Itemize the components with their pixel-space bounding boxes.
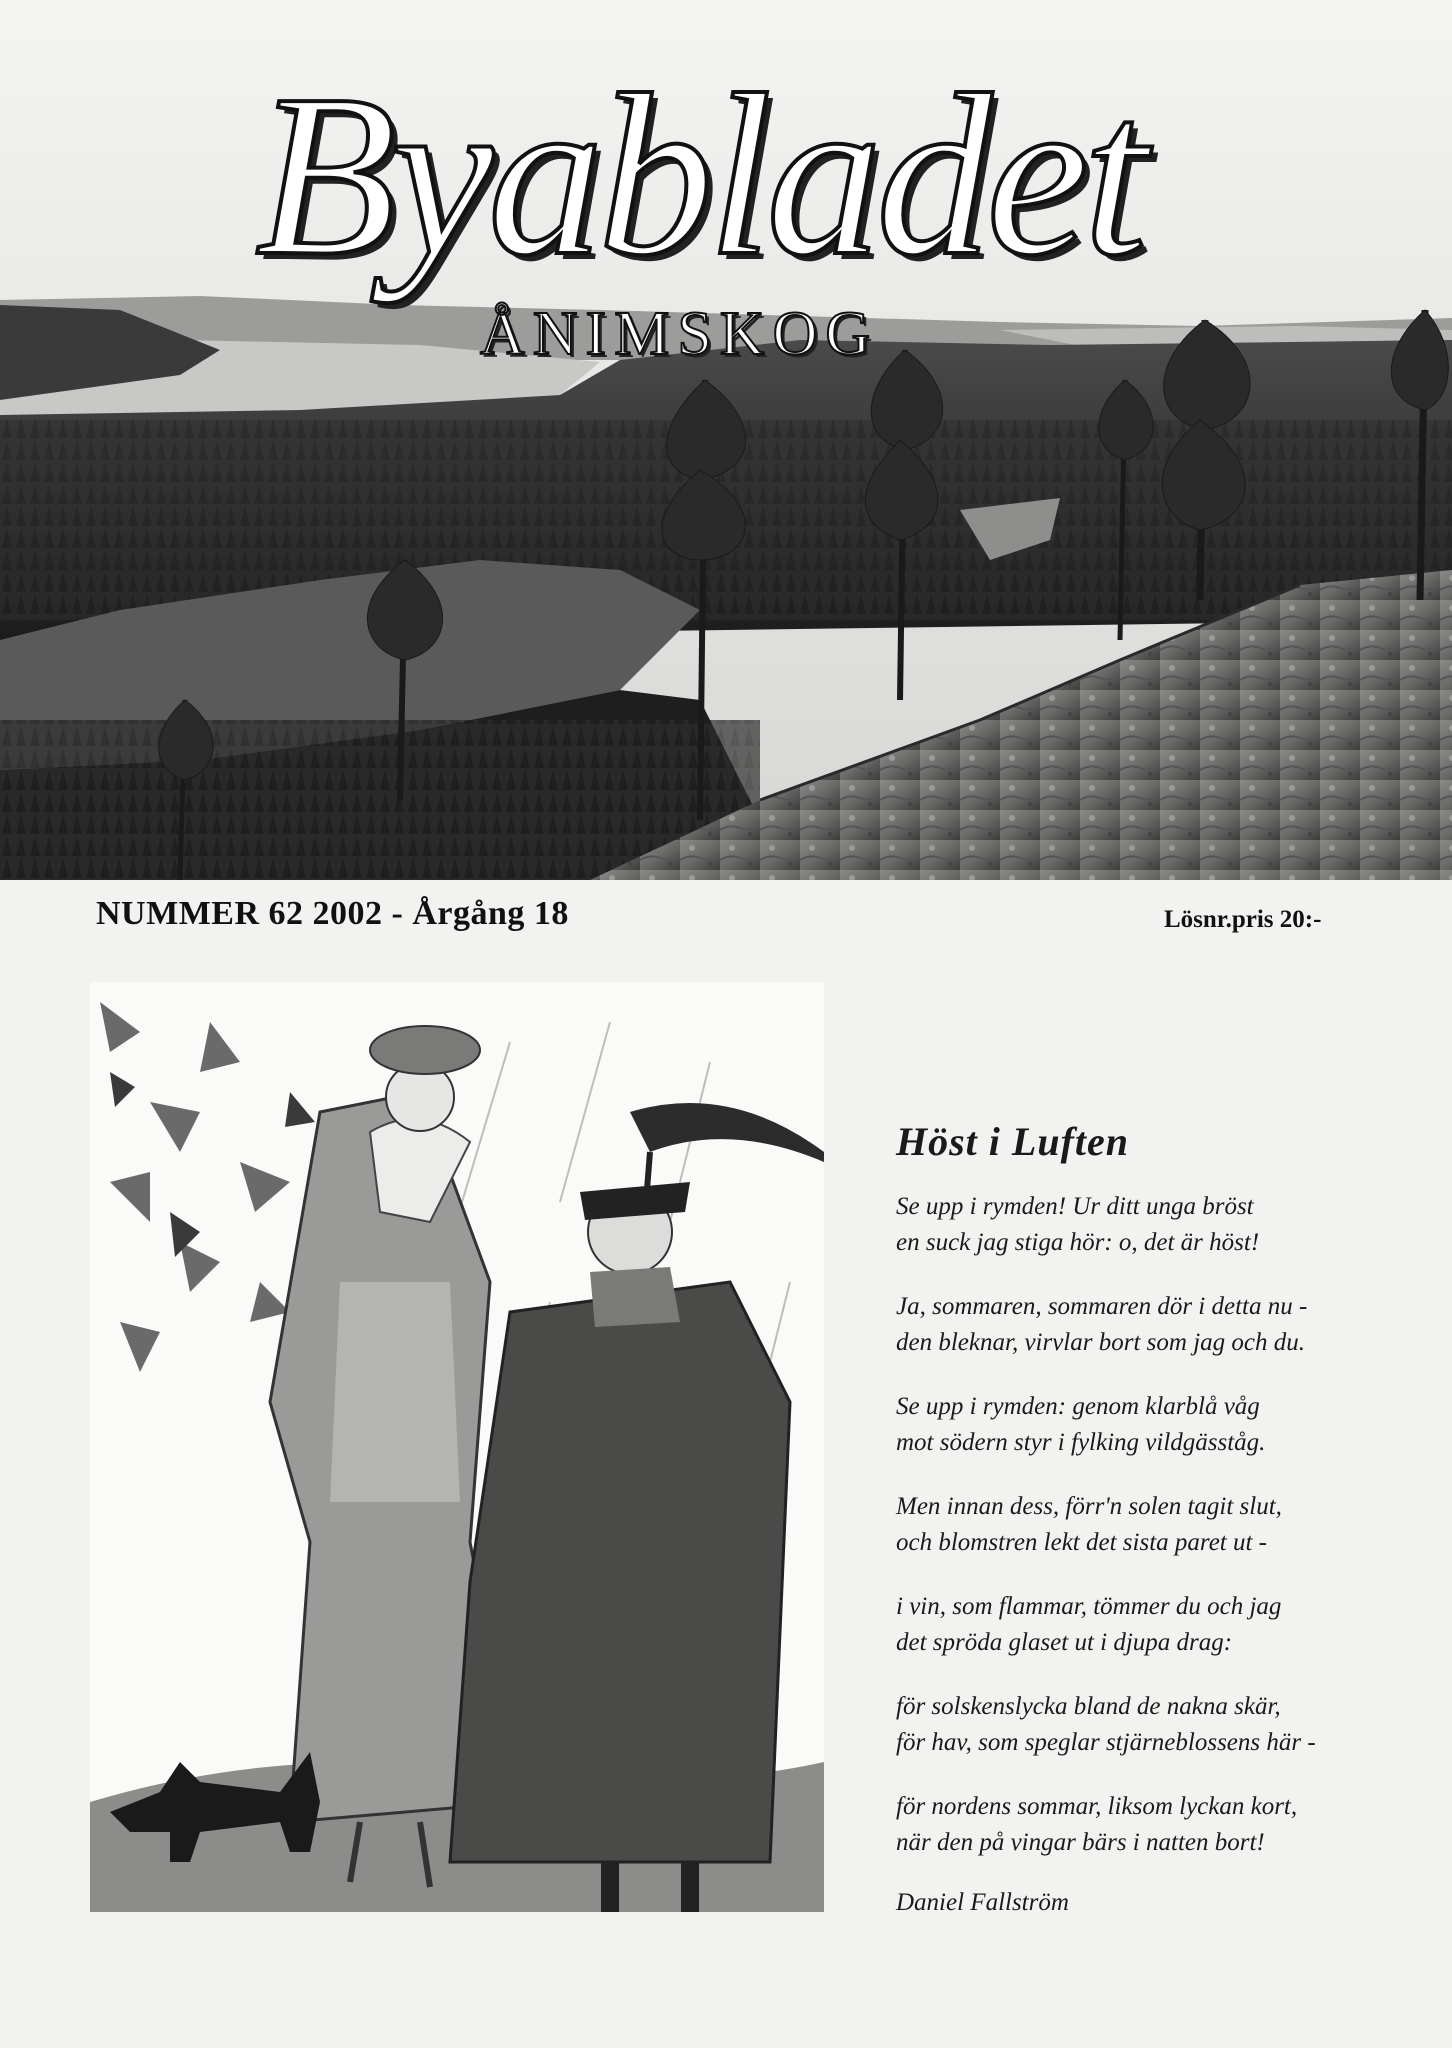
poem-stanza [896, 1289, 1372, 1361]
poem-line: mot södern styr i fylking vildgäsståg. [896, 1429, 1266, 1456]
autumn-illustration [90, 982, 824, 1912]
poem-author: Daniel Fallström [896, 1889, 1069, 1916]
poem [892, 1118, 1372, 1917]
poem-stanza [896, 1789, 1372, 1861]
poem-line: i vin, som flammar, tömmer du och jag [896, 1593, 1282, 1620]
poem-stanza [896, 1489, 1372, 1561]
cover-photo [0, 0, 1452, 880]
masthead-title: Byabladet [255, 47, 1142, 304]
poem-line: för nordens sommar, liksom lyckan kort, [896, 1793, 1298, 1820]
poem-line: den bleknar, virvlar bort som jag och du. [896, 1329, 1305, 1356]
poem-line: och blomstren lekt det sista paret ut - [896, 1529, 1268, 1556]
masthead [255, 47, 1255, 370]
poem-line: Men innan dess, förr'n solen tagit slut, [896, 1493, 1282, 1520]
poem-line: en suck jag stiga hör: o, det är höst! [896, 1229, 1260, 1256]
poem-line: för solskenslycka bland de nakna skär, [896, 1693, 1281, 1720]
poem-stanza [896, 1389, 1372, 1461]
poem-stanza [896, 1689, 1372, 1761]
poem-stanza [896, 1589, 1372, 1661]
issue-price: Lösnr.pris 20:- [1164, 906, 1322, 933]
poem-line: Ja, sommaren, sommaren dör i detta nu - [896, 1293, 1308, 1320]
poem-stanza [896, 1189, 1372, 1261]
masthead-subtitle: ÅNIMSKOG [480, 300, 879, 368]
poem-line: Se upp i rymden: genom klarblå våg [896, 1393, 1260, 1420]
poem-line: det spröda glaset ut i djupa drag: [896, 1629, 1233, 1656]
poem-line: Se upp i rymden! Ur ditt unga bröst [896, 1193, 1254, 1220]
issue-number: NUMMER 62 2002 - Årgång 18 [96, 895, 569, 932]
poem-line: när den på vingar bärs i natten bort! [896, 1829, 1265, 1856]
poem-title: Höst i Luften [896, 1119, 1130, 1164]
poem-line: för hav, som speglar stjärneblossens här - [896, 1729, 1316, 1756]
